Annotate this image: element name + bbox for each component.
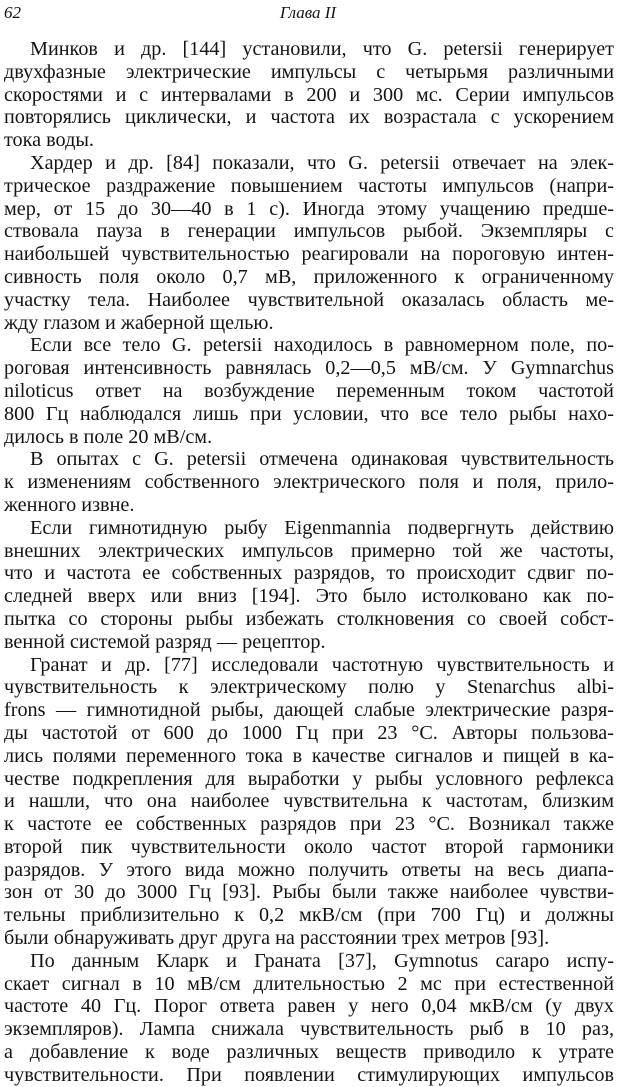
text-line: мер, от 15 до 30—40 в 1 с). Иногда этому учащению предше- xyxy=(4,197,614,220)
text-line: В опытах с G. petersii отмечена одинаковая чувствительность xyxy=(30,448,614,471)
text-line: что и частота ее собственных разрядов, то происходит сдвиг по- xyxy=(4,562,614,585)
text-line: пытка со стороны рыбы избежать столкновения со своей собст- xyxy=(4,607,614,630)
text-line: наибольшей чувствительностью реагировали на пороговую интен- xyxy=(4,243,614,266)
text-line: frons — гимнотидной рыбы, дающей слабые электрические разря- xyxy=(4,699,614,722)
paragraph xyxy=(4,334,614,448)
text-line: экземпляров). Лампа снижала чувствительность рыб в 10 раз, xyxy=(4,1018,614,1041)
text-line: Если все тело G. petersii находилось в равномерном поле, по- xyxy=(30,334,614,357)
text-line: трическое раздражение повышением частоты импульсов (напри- xyxy=(4,174,614,197)
text-line: чувствительность к электрическому полю у Stenarchus albi- xyxy=(4,676,614,699)
text-line: роговая интенсивность равнялась 0,2—0,5 мВ/см. У Gymnarchus xyxy=(4,357,614,380)
text-line: Хардер и др. [84] показали, что G. petersii отвечает на элек- xyxy=(30,151,614,174)
text-line: к изменениям собственного электрического поля и поля, прило- xyxy=(4,471,614,494)
text-line: женного извне. xyxy=(4,493,135,516)
text-line: разрядов. У этого вида можно получить ответы на весь диапа- xyxy=(4,858,614,881)
text-line: 800 Гц наблюдался лишь при условии, что все тело рыбы нахо- xyxy=(4,402,614,425)
page-header xyxy=(4,2,612,24)
text-line: честве подкрепления для выработки у рыбы условного рефлекса xyxy=(4,767,614,790)
paragraph xyxy=(4,654,614,950)
text-line: двухфазные электрические импульсы с четырьмя различными xyxy=(4,60,614,83)
text-line: частоте 40 Гц. Порог ответа равен у него 0,04 мкВ/см (у двух xyxy=(4,995,614,1018)
text-line: тока воды. xyxy=(4,129,94,152)
text-line: ды частотой от 600 до 1000 Гц при 23 °С. Авторы пользова- xyxy=(4,721,614,744)
text-line: и нашли, что она наиболее чувствительна к частотам, близким xyxy=(4,790,614,813)
paragraph xyxy=(4,517,614,654)
text-line: а добавление к воде различных веществ приводило к утрате xyxy=(4,1041,614,1064)
text-line: следней вверх или вниз [194]. Это было истолковано как по- xyxy=(4,585,614,608)
chapter-title: Глава II xyxy=(279,3,337,22)
paragraph xyxy=(4,152,614,334)
text-line: повторялись циклически, и частота их возрастала с ускорением xyxy=(4,106,614,129)
text-line: скоростями и с интервалами в 200 и 300 мс. Серии импульсов xyxy=(4,83,614,106)
text-line: Если гимнотидную рыбу Eigenmannia подвергнуть действию xyxy=(30,516,614,539)
text-line: сивность поля около 0,7 мВ, приложенного к ограниченному xyxy=(4,265,614,288)
text-line: внешних электрических импульсов примерно той же частоты, xyxy=(4,539,614,562)
text-line: тельны приблизительно к 0,2 мкВ/см (при 700 Гц) и должны xyxy=(4,904,614,927)
paragraph xyxy=(4,950,614,1087)
text-line: скает сигнал в 10 мВ/см длительностью 2 мс при естественной xyxy=(4,972,614,995)
text-line: дилось в поле 20 мВ/см. xyxy=(4,425,213,448)
body-text xyxy=(4,38,614,1087)
text-line: зон от 30 до 3000 Гц [93]. Рыбы были также наиболее чувстви- xyxy=(4,881,614,904)
text-line: жду глазом и жаберной щелью. xyxy=(4,311,274,334)
text-line: венной системой разряд — рецептор. xyxy=(4,630,326,653)
text-line: Минков и др. [144] установили, что G. petersii генерирует xyxy=(30,38,614,60)
page-number: 62 xyxy=(4,3,21,22)
text-line: niloticus ответ на возбуждение переменным током частотой xyxy=(4,379,614,402)
text-line: По данным Кларк и Граната [37], Gymnotus carapo испу- xyxy=(30,949,614,972)
text-line: к частоте ее собственных разрядов при 23 °С. Возникал также xyxy=(4,813,614,836)
text-line: участку тела. Наиболее чувствительной оказалась область ме- xyxy=(4,288,614,311)
text-line: были обнаруживать друг друга на расстоянии трех метров [93]. xyxy=(4,927,550,950)
text-line: Гранат и др. [77] исследовали частотную чувствительность и xyxy=(30,653,614,676)
text-line: второй пик чувствительности около частот второй гармоники xyxy=(4,835,614,858)
paragraph xyxy=(4,38,614,152)
text-line: чувствительности. При появлении стимулирующих импульсов xyxy=(4,1063,614,1086)
text-line: ствовала пауза в генерации импульсов рыбой. Экземпляры с xyxy=(4,220,614,243)
text-line: лись полями переменного тока в качестве сигналов и пищей в ка- xyxy=(4,744,614,767)
paragraph xyxy=(4,448,614,516)
